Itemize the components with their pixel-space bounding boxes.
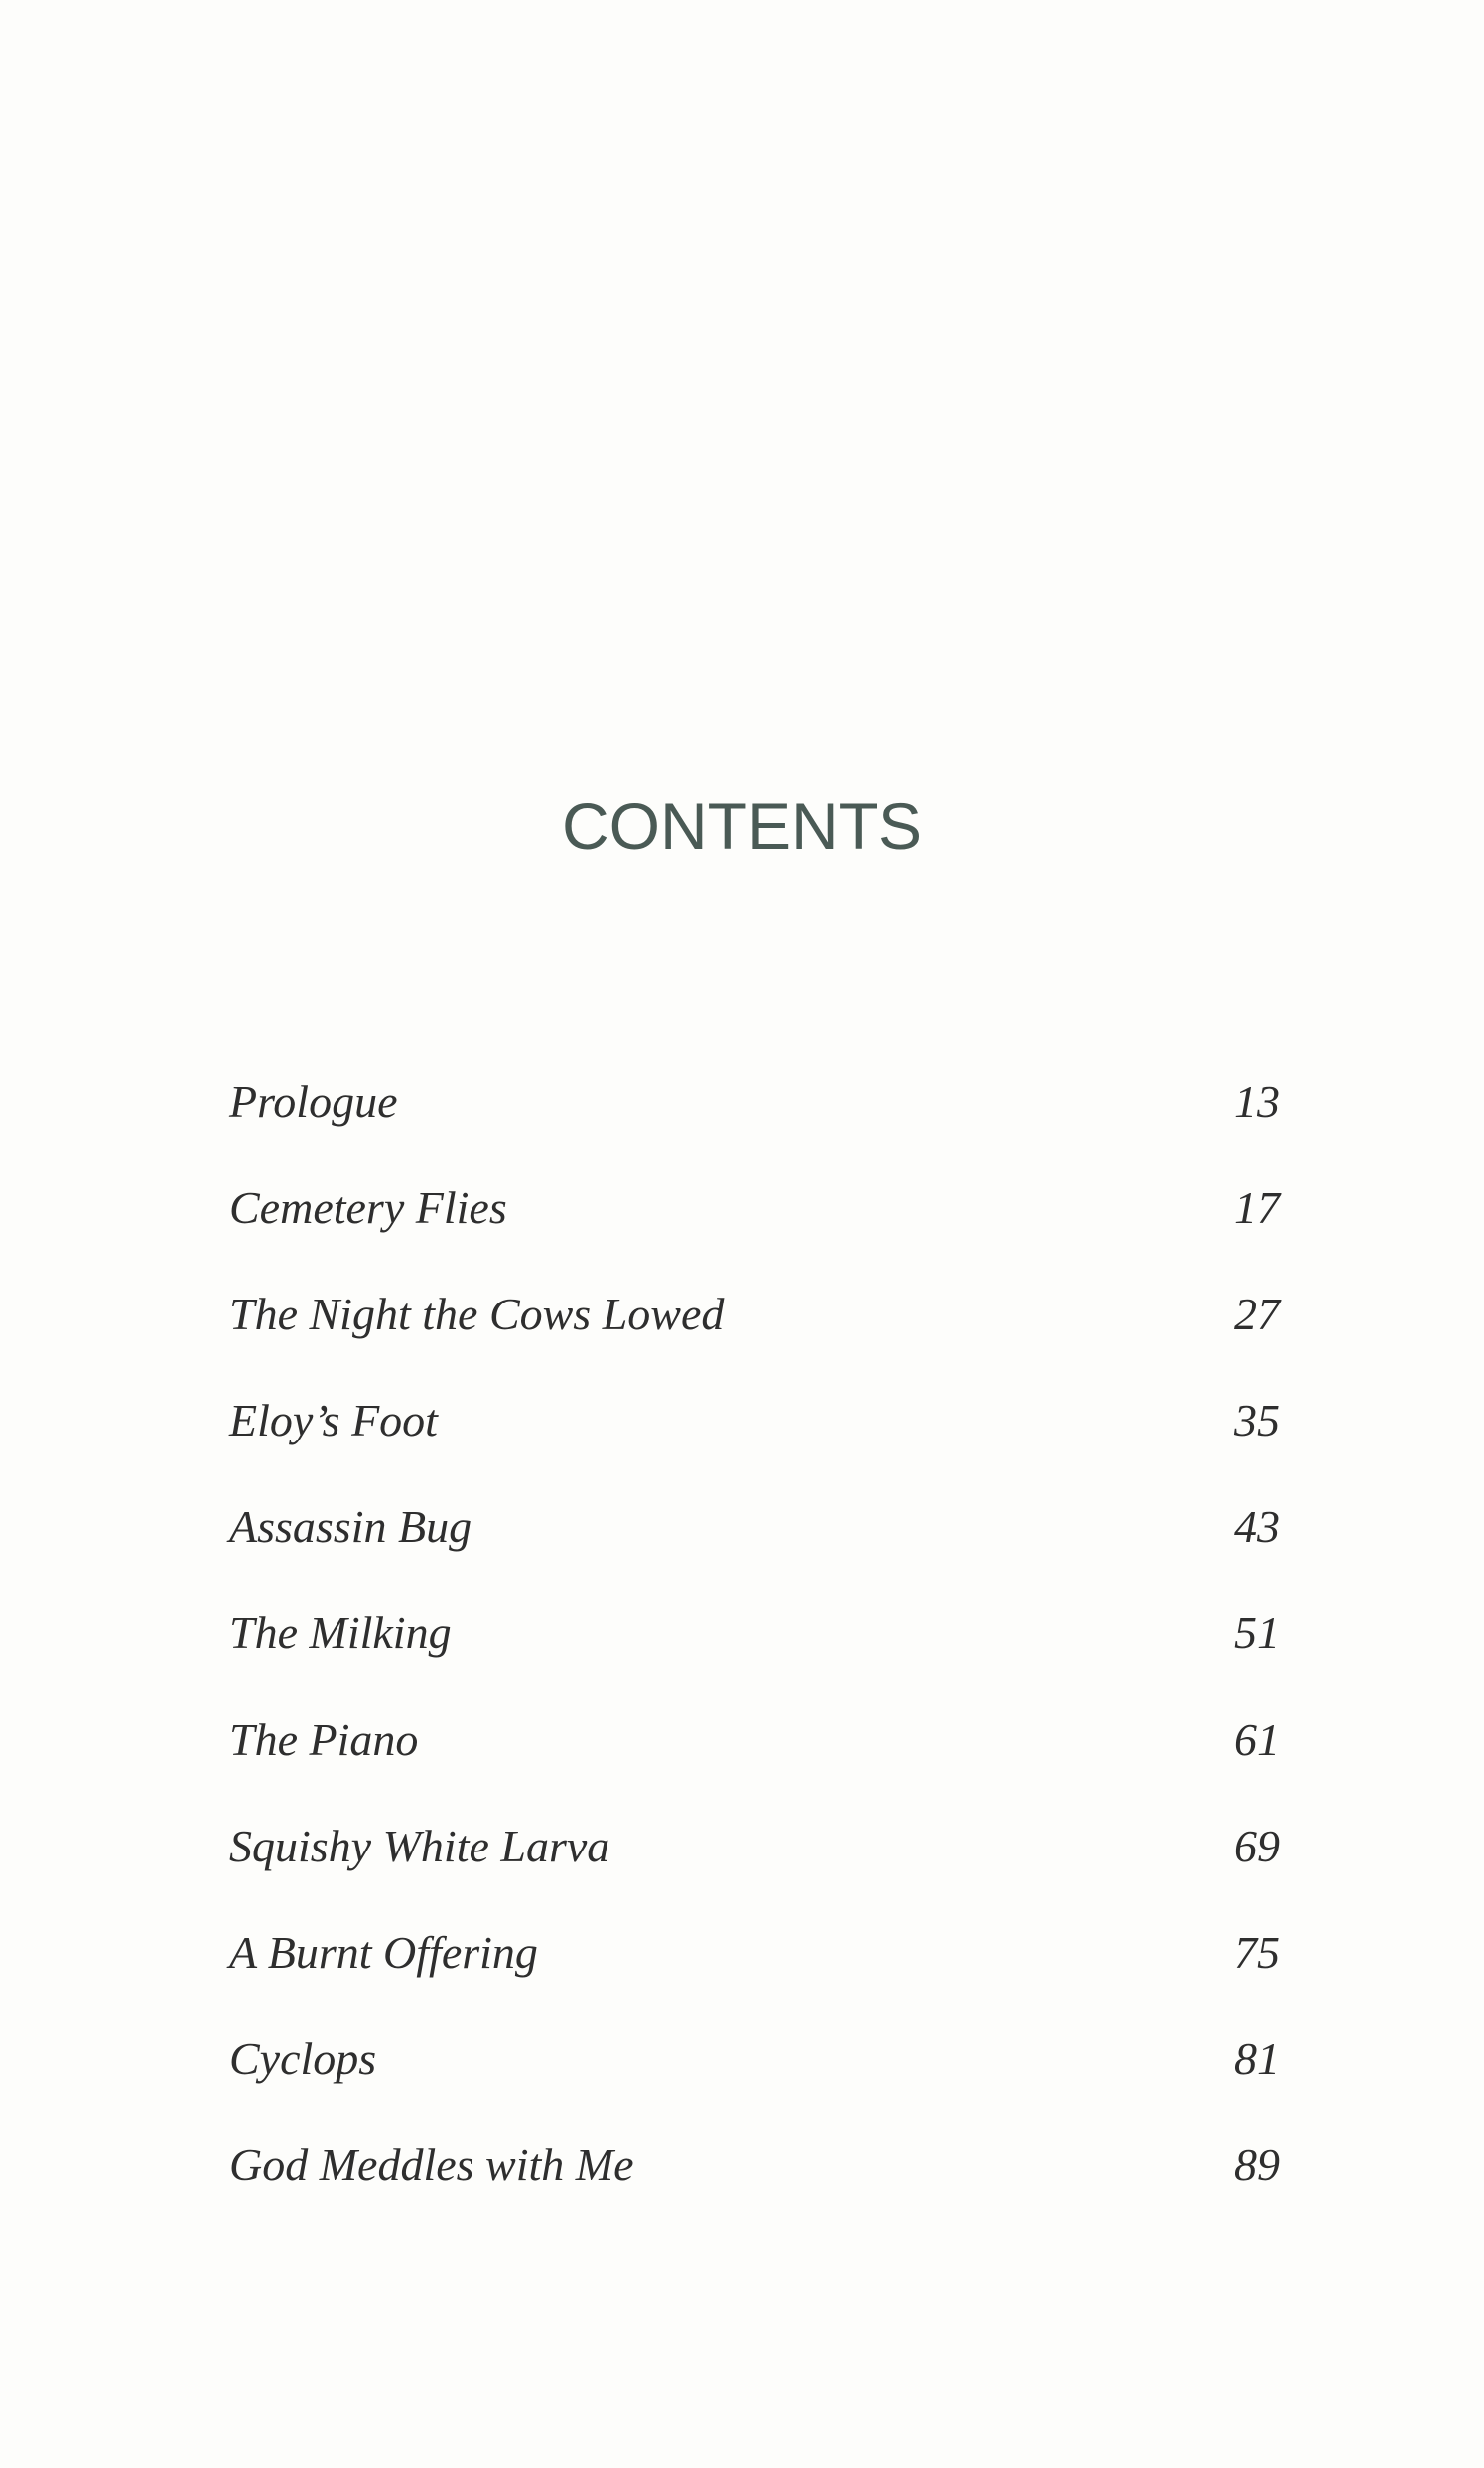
toc-entry — [229, 1603, 1280, 1710]
page-number: 27 — [1234, 1289, 1280, 1340]
page-number: 81 — [1234, 2032, 1280, 2084]
page-number: 17 — [1234, 1182, 1280, 1234]
chapter-title: A Burnt Offering — [229, 1926, 538, 1978]
chapter-title: Squishy White Larva — [229, 1820, 610, 1871]
chapter-title: The Night the Cows Lowed — [229, 1289, 725, 1340]
toc-entry — [229, 1285, 1280, 1391]
page-title: CONTENTS — [562, 789, 922, 863]
chapter-title: God Meddles with Me — [229, 2138, 634, 2190]
toc-entry — [229, 2135, 1280, 2242]
toc-entry — [229, 1711, 1280, 1817]
page-number: 43 — [1234, 1501, 1280, 1553]
page-number: 13 — [1234, 1076, 1280, 1127]
chapter-title: Cemetery Flies — [229, 1182, 507, 1234]
page-number: 89 — [1234, 2138, 1280, 2190]
toc-entry — [229, 1391, 1280, 1497]
toc-entry — [229, 1072, 1280, 1178]
toc-entry — [229, 2029, 1280, 2135]
chapter-title: The Milking — [229, 1607, 452, 1659]
chapter-title: Cyclops — [229, 2032, 377, 2084]
toc-entry — [229, 1497, 1280, 1603]
page-number: 69 — [1234, 1820, 1280, 1871]
toc-entry — [229, 1923, 1280, 2029]
toc-entry — [229, 1817, 1280, 1923]
chapter-title: Assassin Bug — [229, 1501, 472, 1553]
page-number: 51 — [1234, 1607, 1280, 1659]
chapter-title: Prologue — [229, 1076, 398, 1127]
page-number: 61 — [1234, 1714, 1280, 1765]
page-number: 35 — [1234, 1395, 1280, 1446]
chapter-title: Eloy’s Foot — [229, 1395, 438, 1446]
table-of-contents — [229, 1072, 1280, 2242]
toc-entry — [229, 1178, 1280, 1285]
page-number: 75 — [1234, 1926, 1280, 1978]
chapter-title: The Piano — [229, 1714, 419, 1765]
